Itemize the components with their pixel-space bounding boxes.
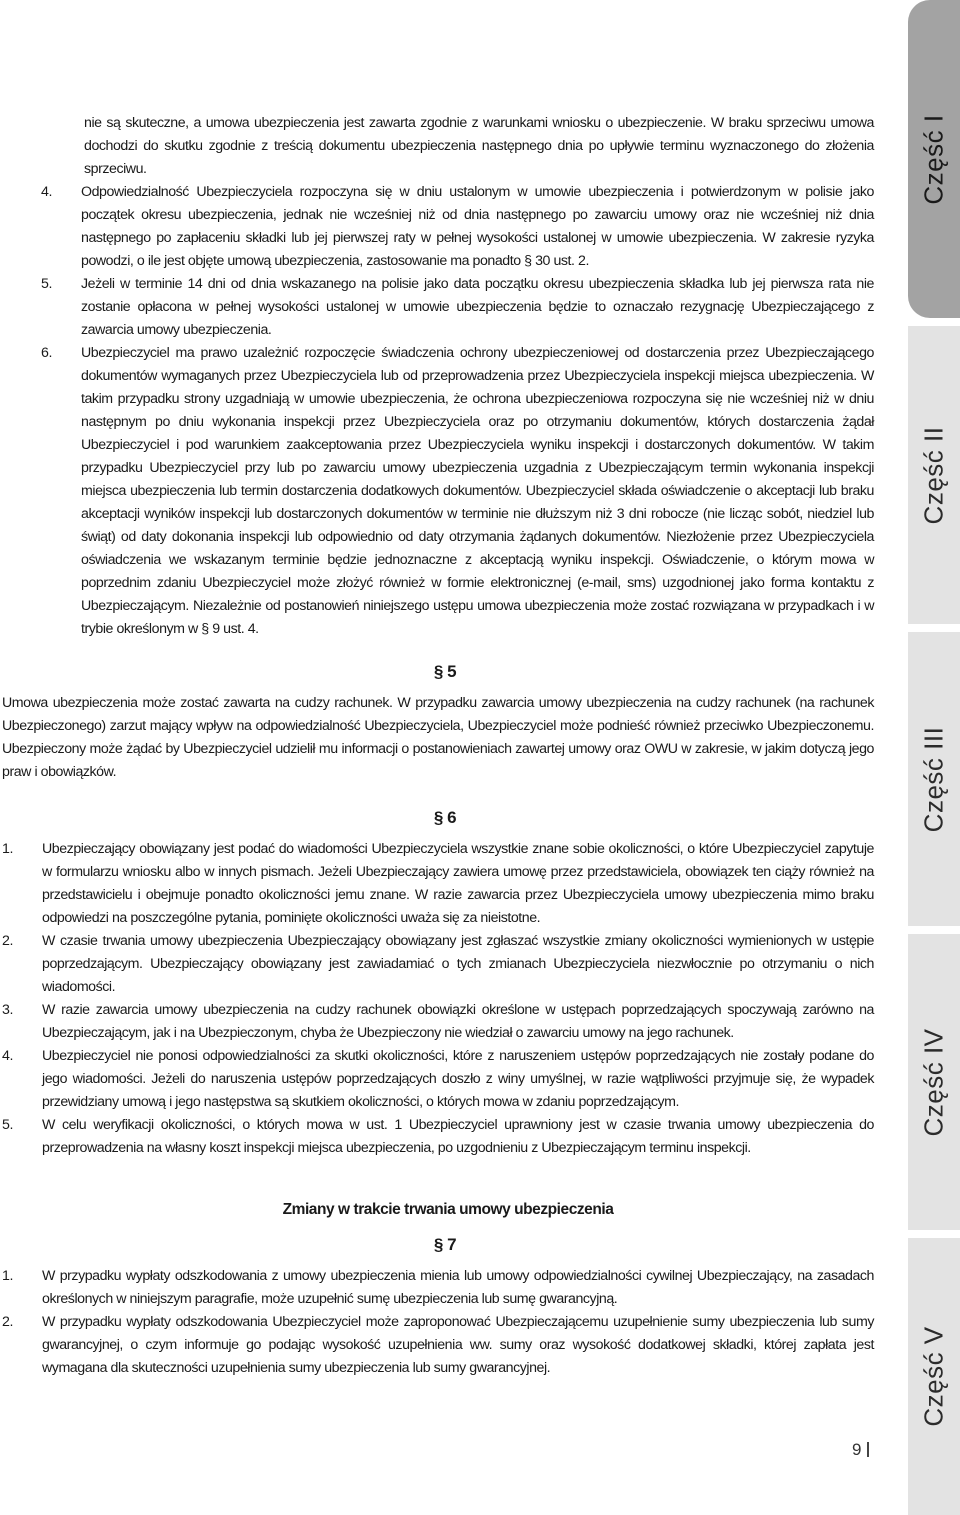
item-text: W celu weryfikacji okoliczności, o których mowa w ust. 1 Ubezpieczyciel uprawniony jest w czasie trwania umowy ubezpieczenia do przeprowadzenia na własny koszt inspekcji miejsca ubezpieczenia, po uzgodnieniu z Ubezpieczającym terminu inspekcji. [42,1117,874,1156]
item-text: Ubezpieczyciel nie ponosi odpowiedzialności za skutki okoliczności, które z naruszeniem ustępów poprzedzających nie zostały podane do jego wiadomości. Jeżeli do naruszenia ustępów poprzedzających doszło z winy umyślnej, w razie wątpliwości przyjmuje się, że wypadek przewidziany umową i jego następstwa są skutkiem okoliczności, o których mowa w zdaniu poprzedzającym. [42,1048,874,1110]
item-number: 4. [2,1048,13,1064]
tab-czesc-5[interactable] [908,1238,960,1515]
list-item [2,1114,874,1160]
item-number: 1. [2,1268,13,1284]
tab-label: Część I [918,113,949,205]
tab-czesc-1[interactable] [908,0,960,318]
item-number: 6. [41,345,52,361]
page-number [852,1440,869,1460]
list-item [41,342,874,641]
item-text: Ubezpieczyciel ma prawo uzależnić rozpoczęcie świadczenia ochrony ubezpieczeniowej od dostarczenia przez Ubezpieczającego dokumentów wymaganych przez Ubezpieczyciela lub od przeprowadzenia przez Ubezpieczyciela inspekcji miejsca ubezpieczenia. W takim przypadku strony uzgadniają w umowie ubezpieczenia, że ochrona ubezpieczeniowa rozpoczyna się nie wcześniej niż w dniu następnym po dniu wykonania inspekcji przez Ubezpieczyciela oraz po otrzymaniu dokumentów, których dostarczenia żądał Ubezpieczyciel i pod warunkiem zaakceptowania przez Ubezpieczyciela wyniku inspekcji i dostarczonych dokumentów. W takim przypadku Ubezpieczyciel przy lub po zawarciu umowy ubezpieczenia uzgadnia z Ubezpieczającym termin wykonania inspekcji miejsca ubezpieczenia lub termin dostarczenia dodatkowych dokumentów. Ubezpieczyciel składa oświadczenie o akceptacji lub braku akceptacji wyników inspekcji lub dostarczonych dokumentów w terminie nie dłuższym niż 3 dni robocze (nie licząc sobót, niedziel lub świąt) od daty dokonania inspekcji lub odpowiednio od daty otrzymania żądanych dokumentów. Niezłożenie przez Ubezpieczyciela oświadczenia we wskazanym terminie będzie jednoznaczne z akceptacją wyniku inspekcji. Oświadczenie, o którym mowa w poprzednim zdaniu Ubezpieczyciel może złożyć również w formie elektronicznej (e-mail, sms) uzgodnionej jako forma kontaktu z Ubezpieczającym. Niezależnie od postanowień niniejszego ustępu umowa ubezpieczenia może zostać rozwiązana w przypadkach i w trybie określonym w § 9 ust. 4. [81,345,874,637]
section-5-text: Umowa ubezpieczenia może zostać zawarta na cudzy rachunek. W przypadku zawarcia umowy ubezpieczenia na cudzy rachunek (na rachunek Ubezpieczonego) zarzut mający wpływ na odpowiedzialność Ubezpieczyciela, Ubezpieczyciel może podnieść również przeciwko Ubezpieczonemu. Ubezpieczony może żądać by Ubezpieczyciel udzielił mu informacji o postanowieniach zawartej umowy oraz OWU w zakresie, w jakim dotyczą jego praw i obowiązków. [2,695,874,780]
item-number: 5. [41,276,52,292]
tab-czesc-2[interactable] [908,326,960,624]
item-number: 3. [2,1002,13,1018]
section-heading: Zmiany w trakcie trwania umowy ubezpieczenia [282,1201,614,1218]
item-number: 1. [2,841,13,857]
tab-czesc-4[interactable] [908,934,960,1230]
section-6-sign: § 6 [433,808,457,827]
section-7-sign: § 7 [433,1235,457,1254]
tab-label: Część IV [918,1027,949,1137]
item-text: Jeżeli w terminie 14 dni od dnia wskazanego na polisie jako data początku okresu ubezpieczenia składka lub jej pierwsza rata nie zostanie opłacona w pełnej wysokości ustalonej w umowie ubezpieczenia będzie to oznaczało rezygnację Ubezpieczającego z zawarcia umowy ubezpieczenia. [81,276,874,338]
list-item [2,1265,874,1311]
item-text: W razie zawarcia umowy ubezpieczenia na cudzy rachunek obowiązki określone w ustępach poprzedzających spoczywają zarówno na Ubezpieczającym, jak i na Ubezpieczonym, chyba że Ubezpieczony nie wiedział o zawarciu umowy na jego rachunek. [42,1002,874,1041]
item-number: 5. [2,1117,13,1133]
section-tabs [908,0,960,1515]
tab-czesc-3[interactable] [908,632,960,926]
section-5-sign: § 5 [433,662,457,681]
list-item [2,930,874,999]
tab-label: Część III [918,726,949,832]
list-item [2,838,874,930]
tab-label: Część V [918,1326,949,1427]
list-item [41,273,874,342]
section-4-list [2,181,874,641]
item-text: W czasie trwania umowy ubezpieczenia Ubezpieczający obowiązany jest zgłaszać wszystkie zmiany okoliczności wymienionych w ustępie poprzedzającym. Ubezpieczający obowiązany jest zawiadamiać o tych zmianach Ubezpieczyciela niezwłocznie po otrzymaniu o nich wiadomości. [42,933,874,995]
document-body [2,112,874,1380]
section-6-list [2,838,874,1160]
tab-label: Część II [918,426,949,524]
item-number: 2. [2,1314,13,1330]
page-number-text: 9 [852,1440,862,1459]
paragraph-3-continuation: nie są skuteczne, a umowa ubezpieczenia jest zawarta zgodnie z warunkami wniosku o ubezpieczenie. W braku sprzeciwu umowa dochodzi do skutku zgodnie z treścią dokumentu ubezpieczenia następnego dnia po upływie terminu wyznaczonego do złożenia sprzeciwu. [84,115,874,177]
list-item [2,1311,874,1380]
list-item [41,181,874,273]
item-text: Ubezpieczający obowiązany jest podać do wiadomości Ubezpieczyciela wszystkie znane sobie okoliczności, o które Ubezpieczyciel zapytuje w formularzu wniosku albo w innych pismach. Jeżeli Ubezpieczający zawiera umowę przez przedstawiciela, obowiązek ten ciąży również na przedstawicielu i obejmuje ponadto okoliczności jemu znane. W razie zawarcia przez Ubezpieczyciela umowy ubezpieczenia mimo braku odpowiedzi na poszczególne pytania, pominięte okoliczności uważa się za nieistotne. [42,841,874,926]
item-number: 4. [41,184,52,200]
item-number: 2. [2,933,13,949]
list-item [2,1045,874,1114]
list-item [2,999,874,1045]
item-text: Odpowiedzialność Ubezpieczyciela rozpoczyna się w dniu ustalonym w umowie ubezpieczenia i potwierdzonym w polisie jako początek okresu ubezpieczenia, jednak nie wcześniej niż od dnia następnego po zawarciu umowy oraz nie wcześniej niż dnia następnego po zapłaceniu składki lub jej pierwszej raty w pełnej wysokości ustalonej w umowie ubezpieczenia. W zakresie ryzyka powodzi, o ile jest objęte umową ubezpieczenia, zastosowanie ma ponadto § 30 ust. 2. [81,184,874,269]
item-text: W przypadku wypłaty odszkodowania z umowy ubezpieczenia mienia lub umowy odpowiedzialności cywilnej Ubezpieczający, na zasadach określonych w niniejszym paragrafie, może uzupełnić sumę ubezpieczenia lub sumę gwarancyjną. [42,1268,874,1307]
item-text: W przypadku wypłaty odszkodowania Ubezpieczyciel może zaproponować Ubezpieczającemu uzupełnienie sumy ubezpieczenia lub sumy gwarancyjnej, o czym informuje go podając wysokość uzupełnienia ww. sumy oraz wysokość dodatkowej składki, której zapłata jest wymagana dla skuteczności uzupełnienia sumy ubezpieczenia lub sumy gwarancyjnej. [42,1314,874,1376]
section-7-list [2,1265,874,1380]
page-number-bar [867,1442,869,1457]
